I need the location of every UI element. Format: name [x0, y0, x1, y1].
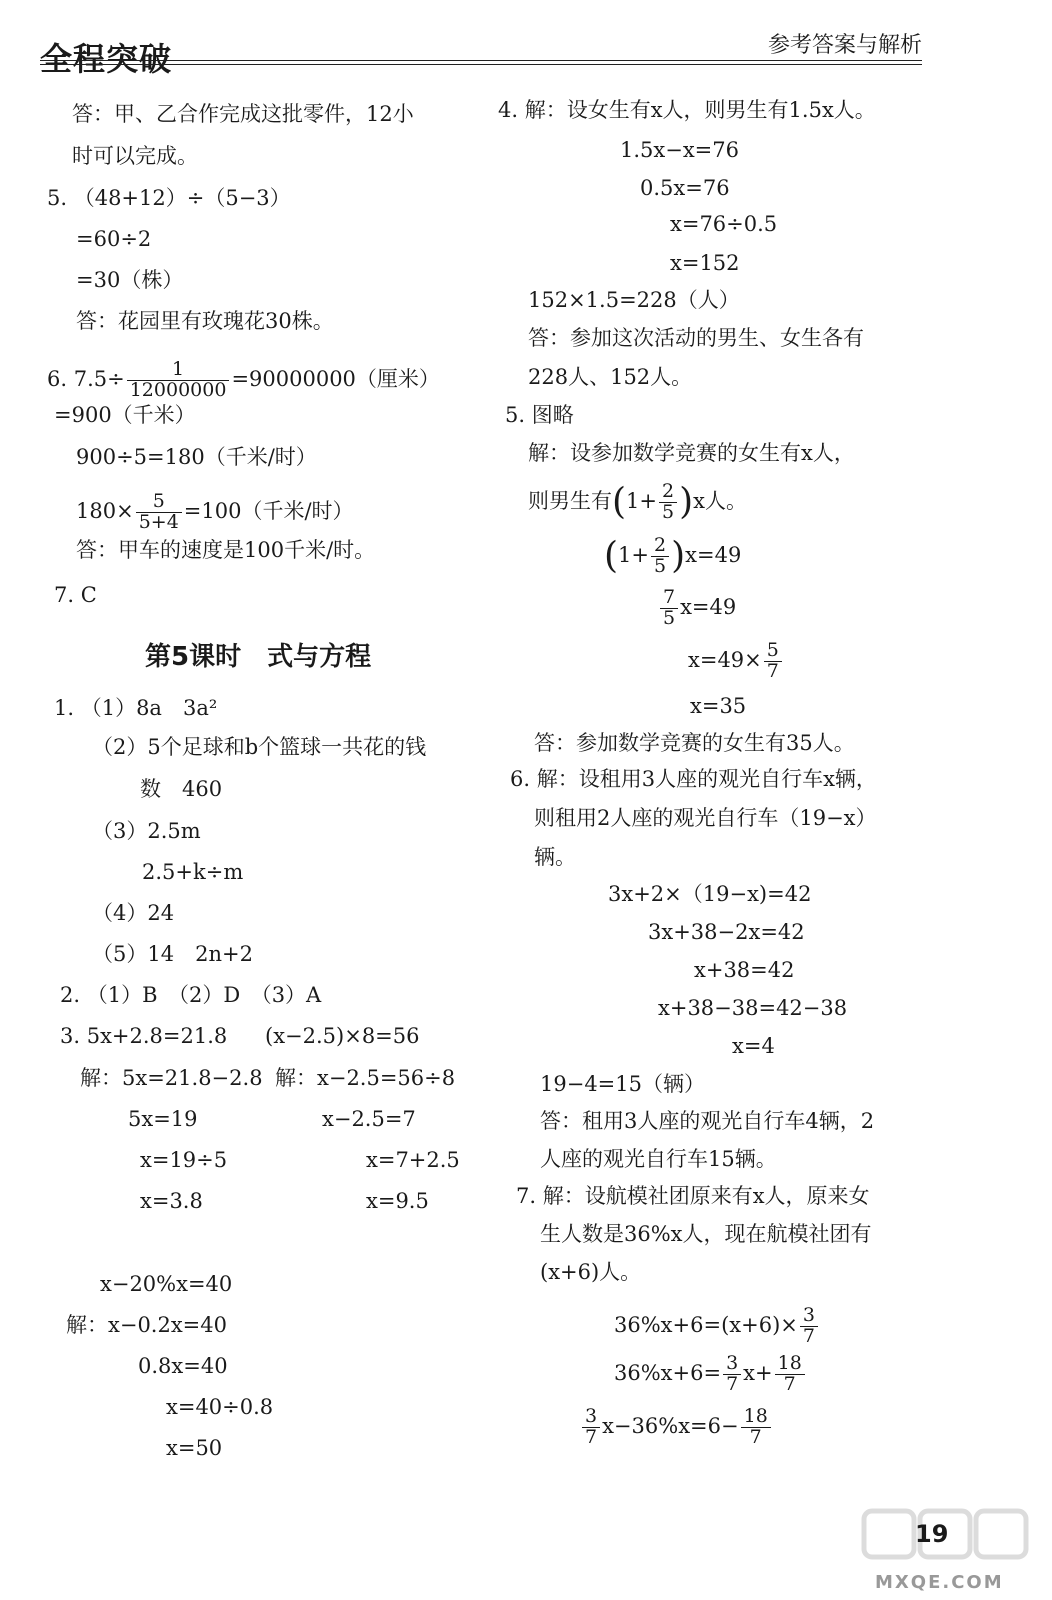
- solution-step: x=76÷0.5: [670, 212, 778, 236]
- fraction: [660, 588, 678, 629]
- fraction: [775, 1354, 805, 1395]
- answer-text: 答：花园里有玫瑰花30株。: [76, 309, 334, 333]
- problem-6: [47, 360, 440, 401]
- solution-step: x=50: [166, 1436, 223, 1460]
- fraction: [651, 536, 669, 577]
- fraction: [582, 1407, 600, 1448]
- answer-text: 答：甲、乙合作完成这批零件，12小: [72, 102, 414, 126]
- expr: x人。: [693, 488, 747, 513]
- solution-step: 19−4=15（辆）: [540, 1072, 705, 1096]
- expr: =90000000（厘米）: [231, 366, 440, 391]
- equation: [614, 1354, 807, 1395]
- expr: 180×: [76, 498, 134, 523]
- sub-answer: （5）14 2n+2: [92, 942, 253, 966]
- denominator: 5+4: [138, 510, 179, 533]
- brand-logo: 全程突破: [40, 40, 173, 78]
- problem-7: 7. C: [54, 583, 97, 607]
- equation: (x−2.5)×8=56: [265, 1024, 420, 1048]
- solution-step: 152×1.5=228（人）: [528, 288, 740, 312]
- solution-text: [528, 482, 747, 523]
- solution-step: 0.5x=76: [640, 176, 730, 200]
- problem-4: 4. 解：设女生有x人，则男生有1.5x人。: [498, 98, 876, 122]
- expr: =100（千米/时）: [183, 498, 354, 523]
- equation: x−20%x=40: [100, 1272, 233, 1296]
- problem-6: 6. 解：设租用3人座的观光自行车x辆，: [510, 767, 877, 791]
- numerator: 5: [764, 641, 782, 662]
- sub-answer: （4）24: [92, 901, 175, 925]
- problem-2: 2. （1）B （2）D （3）A: [60, 983, 322, 1007]
- sub-answer: （3）2.5m: [92, 819, 201, 843]
- solution-step: x+38−38=42−38: [658, 996, 848, 1020]
- problem-5: 5. （48+12）÷（5−3）: [47, 186, 291, 210]
- solution-step: 0.8x=40: [138, 1354, 228, 1378]
- denominator: 7: [749, 1425, 762, 1448]
- solution-step: 3x+38−2x=42: [648, 920, 805, 944]
- expr: x=49: [685, 542, 742, 567]
- denominator: 7: [766, 659, 779, 682]
- solution-step: 1.5x−x=76: [620, 138, 739, 162]
- step: 900÷5=180（千米/时）: [76, 445, 317, 469]
- solution-step: 解：x−0.2x=40: [66, 1313, 227, 1337]
- numerator: 3: [800, 1306, 818, 1327]
- answer-text: 答：租用3人座的观光自行车4辆，2: [540, 1109, 875, 1133]
- numerator: 2: [651, 536, 669, 557]
- numerator: 2: [659, 482, 677, 503]
- sub-answer: 数 460: [140, 777, 223, 801]
- solution-text: 则租用2人座的观光自行车（19−x）: [534, 806, 877, 830]
- page-number: 19: [915, 1520, 949, 1548]
- solution-step: x=19÷5: [140, 1148, 228, 1172]
- expr: x−36%x=6−: [602, 1413, 739, 1438]
- solution-step: x=7+2.5: [366, 1148, 460, 1172]
- solution-step: x=40÷0.8: [166, 1395, 274, 1419]
- paren-open: (: [612, 481, 627, 523]
- expr: x=49: [680, 594, 737, 619]
- solution-step: [658, 588, 736, 629]
- expr: 则男生有: [528, 488, 612, 513]
- solution-step: 解：5x=21.8−2.8: [80, 1066, 263, 1090]
- denominator: 5: [654, 554, 667, 577]
- equation: [614, 1306, 820, 1347]
- answer-text: 时可以完成。: [72, 144, 198, 168]
- expr: 1+: [618, 542, 650, 567]
- solution-text: 生人数是36%x人，现在航模社团有: [540, 1222, 872, 1246]
- fraction: [723, 1354, 741, 1395]
- solution-step: [688, 641, 784, 682]
- answer-text: 答：参加这次活动的男生、女生各有: [528, 326, 864, 350]
- expr: x=49×: [688, 647, 762, 672]
- denominator: 7: [802, 1324, 815, 1347]
- fraction: [764, 641, 782, 682]
- numerator: 5: [136, 492, 182, 513]
- denominator: 7: [783, 1372, 796, 1395]
- expr: 36%x+6=: [614, 1360, 722, 1385]
- page-header: [0, 0, 1052, 90]
- equation: 3. 5x+2.8=21.8: [60, 1024, 228, 1048]
- step: =900（千米）: [54, 403, 196, 427]
- denominator: 12000000: [129, 378, 227, 401]
- solution-step: x=9.5: [366, 1189, 429, 1213]
- numerator: 1: [127, 360, 230, 381]
- answer-text: 228人、152人。: [528, 365, 693, 389]
- numerator: 18: [741, 1407, 771, 1428]
- numerator: 3: [723, 1354, 741, 1375]
- fraction: [136, 492, 182, 533]
- problem-7: 7. 解：设航模社团原来有x人，原来女: [516, 1184, 870, 1208]
- numerator: 7: [660, 588, 678, 609]
- answer-text: 人座的观光自行车15辆。: [540, 1147, 777, 1171]
- fraction: [127, 360, 230, 401]
- lesson-heading: 第5课时 式与方程: [145, 642, 372, 672]
- sub-answer: 2.5+k÷m: [142, 860, 244, 884]
- solution-step: x+38=42: [694, 958, 795, 982]
- header-rule: [40, 60, 922, 61]
- paren-open: (: [604, 535, 619, 577]
- step: [76, 492, 354, 533]
- solution-step: x=152: [670, 251, 740, 275]
- expr: 1+: [626, 488, 658, 513]
- denominator: 7: [726, 1372, 739, 1395]
- solution-step: 3x+2×（19−x)=42: [608, 882, 812, 906]
- denominator: 5: [662, 500, 675, 523]
- numerator: 18: [775, 1354, 805, 1375]
- solution-text: 辆。: [534, 845, 576, 869]
- solution-step: x−2.5=7: [322, 1107, 416, 1131]
- sub-answer: （2）5个足球和b个篮球一共花的钱: [92, 735, 427, 759]
- expr: 6. 7.5÷: [47, 366, 125, 391]
- equation: [580, 1407, 773, 1448]
- numerator: 3: [582, 1407, 600, 1428]
- fraction: [659, 482, 677, 523]
- solution-step: x=3.8: [140, 1189, 203, 1213]
- step: =30（株）: [76, 268, 184, 292]
- paren-close: ): [671, 535, 686, 577]
- answer-text: 答：参加数学竞赛的女生有35人。: [534, 731, 855, 755]
- problem-1: 1. （1）8a 3a²: [54, 696, 218, 720]
- fraction: [741, 1407, 771, 1448]
- section-title: 参考答案与解析: [767, 33, 922, 58]
- answer-text: 答：甲车的速度是100千米/时。: [76, 538, 376, 562]
- equation: [604, 536, 741, 577]
- denominator: 5: [663, 606, 676, 629]
- denominator: 7: [585, 1425, 598, 1448]
- solution-step: x=35: [690, 694, 747, 718]
- paren-close: ): [679, 481, 694, 523]
- solution-text: (x+6)人。: [540, 1260, 642, 1284]
- solution-step: 5x=19: [128, 1107, 198, 1131]
- step: =60÷2: [76, 227, 152, 251]
- watermark-text: MXQE.COM: [875, 1572, 1004, 1593]
- header-rule-double: [40, 64, 922, 65]
- expr: 36%x+6=(x+6)×: [614, 1312, 798, 1337]
- problem-5: 5. 图略: [505, 403, 574, 427]
- expr: x+: [743, 1360, 773, 1385]
- fraction: [800, 1306, 818, 1347]
- solution-step: 解：x−2.5=56÷8: [275, 1066, 456, 1090]
- solution-text: 解：设参加数学竞赛的女生有x人，: [528, 441, 855, 465]
- solution-step: x=4: [732, 1034, 775, 1058]
